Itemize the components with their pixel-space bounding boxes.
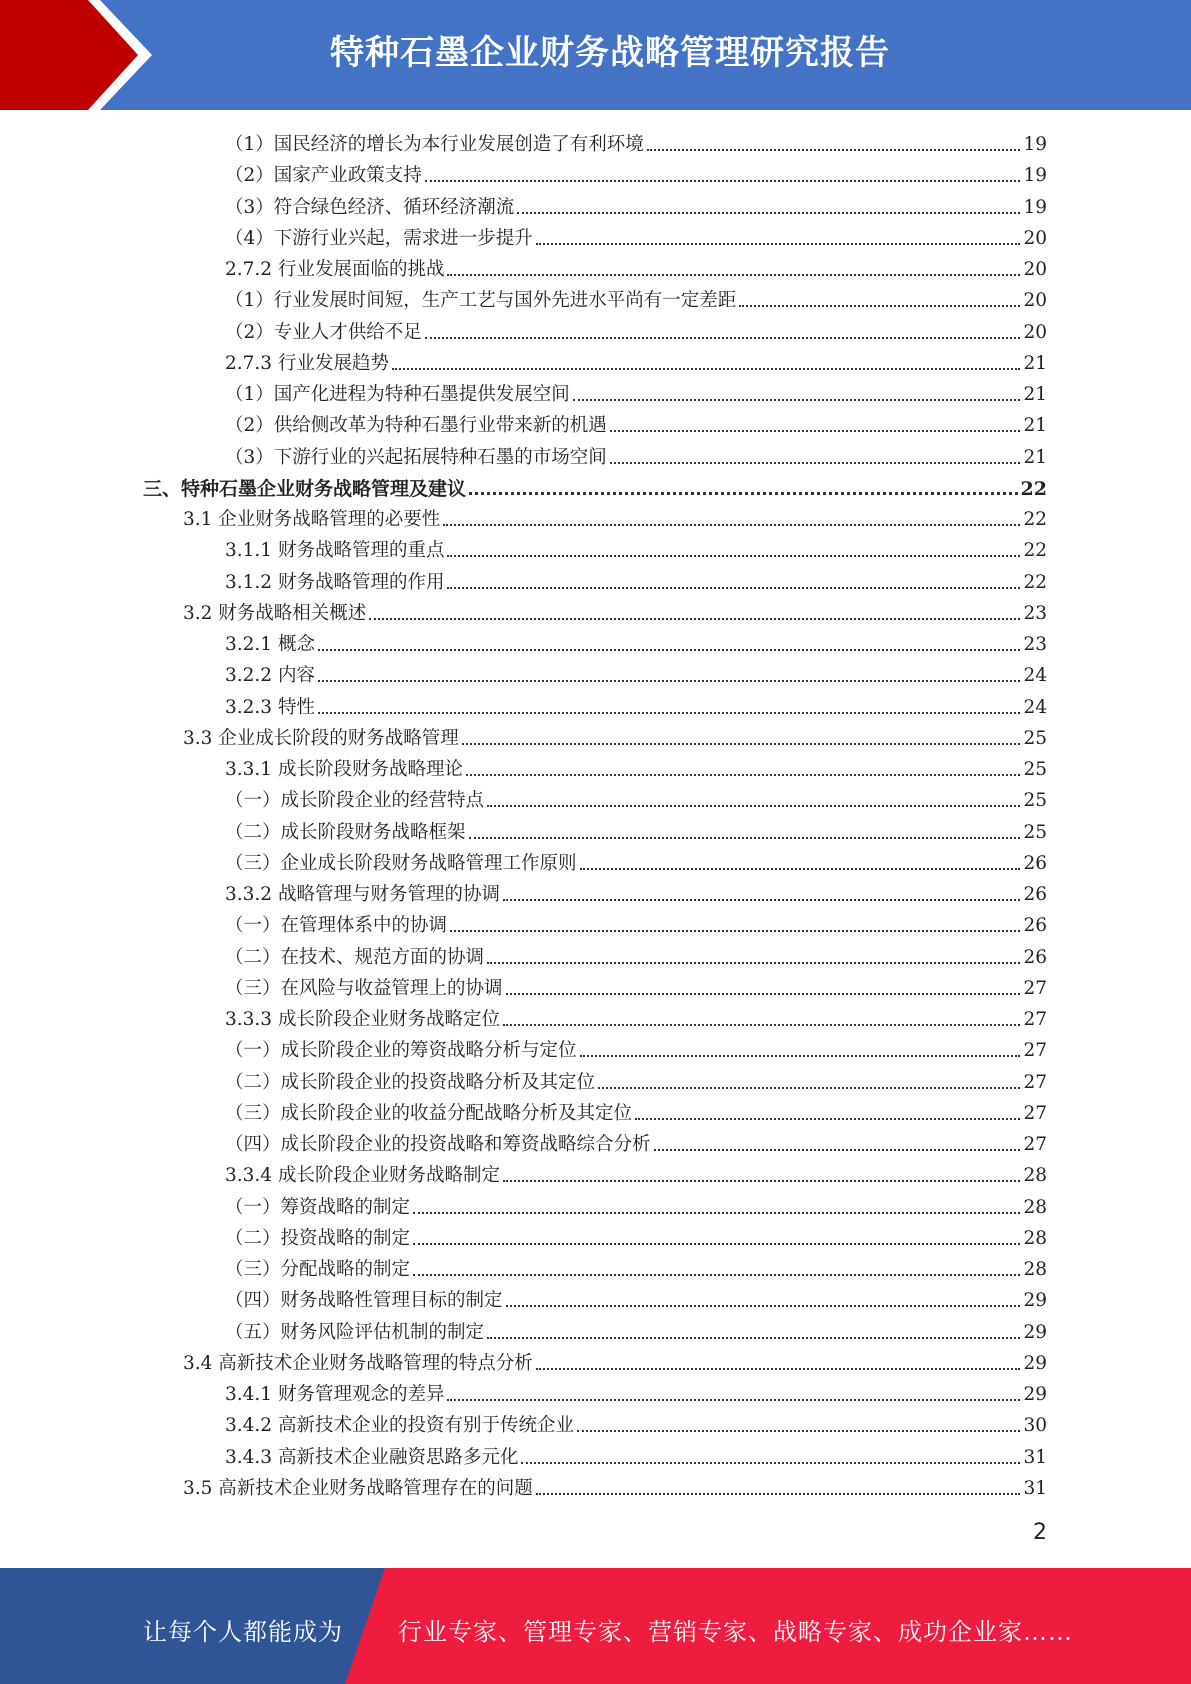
toc-entry-page: 24 xyxy=(1023,665,1047,687)
toc-dot-leader xyxy=(580,868,1021,870)
toc-dot-leader xyxy=(487,962,1020,964)
toc-entry-page: 21 xyxy=(1023,384,1047,405)
toc-entry-page: 25 xyxy=(1023,821,1047,843)
toc-entry[interactable] xyxy=(225,127,1047,158)
toc-entry[interactable] xyxy=(225,846,1047,877)
toc-entry[interactable] xyxy=(143,471,1047,502)
toc-entry-label: 3.2.2 内容 xyxy=(225,665,315,687)
page-number: 2 xyxy=(1033,1520,1047,1545)
toc-dot-leader xyxy=(318,712,1021,714)
toc-dot-leader xyxy=(577,1430,1020,1432)
toc-entry-label: （4）下游行业兴起，需求进一步提升 xyxy=(225,227,533,249)
toc-entry-label: （四）成长阶段企业的投资战略和筹资战略综合分析 xyxy=(225,1134,651,1155)
toc-dot-leader xyxy=(521,1462,1020,1464)
toc-entry[interactable] xyxy=(225,346,1047,377)
toc-entry-page: 25 xyxy=(1023,790,1047,812)
toc-dot-leader xyxy=(450,930,1020,932)
toc-entry[interactable] xyxy=(183,1471,1047,1502)
toc-entry-page: 21 xyxy=(1023,446,1047,468)
toc-dot-leader xyxy=(447,1399,1020,1401)
toc-entry[interactable] xyxy=(225,1190,1047,1221)
toc-dot-leader xyxy=(425,337,1021,339)
toc-dot-leader xyxy=(466,774,1020,776)
toc-entry[interactable] xyxy=(225,658,1047,689)
toc-dot-leader xyxy=(413,1274,1020,1276)
toc-entry[interactable] xyxy=(225,377,1047,408)
toc-entry-label: （1）行业发展时间短，生产工艺与国外先进水平尚有一定差距 xyxy=(225,290,737,312)
toc-entry-page: 26 xyxy=(1023,915,1047,937)
toc-entry-page: 27 xyxy=(1023,1040,1047,1062)
toc-entry[interactable] xyxy=(225,283,1047,314)
toc-entry-label: （三）企业成长阶段财务战略管理工作原则 xyxy=(225,852,577,874)
toc-entry[interactable] xyxy=(225,940,1047,971)
toc-entry-label: （二）投资战略的制定 xyxy=(225,1227,411,1249)
toc-entry-page: 25 xyxy=(1023,759,1047,780)
toc-entry-label: 3.4 高新技术企业财务战略管理的特点分析 xyxy=(183,1352,533,1374)
toc-entry-page: 28 xyxy=(1023,1227,1047,1249)
toc-entry-page: 27 xyxy=(1023,977,1047,999)
header-banner xyxy=(0,0,1191,110)
toc-entry[interactable] xyxy=(225,1440,1047,1471)
toc-entry[interactable] xyxy=(225,1283,1047,1314)
toc-entry-page: 28 xyxy=(1023,1165,1047,1187)
toc-entry[interactable] xyxy=(225,971,1047,1002)
toc-entry-page: 23 xyxy=(1023,634,1047,655)
toc-entry-label: 3.4.2 高新技术企业的投资有别于传统企业 xyxy=(225,1415,574,1437)
toc-entry-page: 20 xyxy=(1023,290,1047,312)
toc-dot-leader xyxy=(503,1024,1020,1026)
toc-entry-page: 27 xyxy=(1023,1102,1047,1124)
toc-dot-leader xyxy=(447,587,1020,589)
toc-entry-label: （2）专业人才供给不足 xyxy=(225,321,422,343)
toc-entry-page: 22 xyxy=(1023,509,1047,530)
toc-entry-page: 31 xyxy=(1023,1477,1047,1499)
toc-entry-label: 3.3.2 战略管理与财务管理的协调 xyxy=(225,884,500,905)
toc-entry-label: （1）国产化进程为特种石墨提供发展空间 xyxy=(225,384,570,405)
toc-entry-label: （二）成长阶段企业的投资战略分析及其定位 xyxy=(225,1071,596,1093)
header-red-chevron-shape xyxy=(0,0,138,110)
toc-entry[interactable] xyxy=(225,221,1047,252)
toc-entry-label: 3.5 高新技术企业财务战略管理存在的问题 xyxy=(183,1477,533,1499)
toc-entry-label: （四）财务战略性管理目标的制定 xyxy=(225,1290,503,1312)
toc-dot-leader xyxy=(739,305,1020,307)
toc-entry-page: 20 xyxy=(1023,259,1047,280)
toc-entry-label: （一）成长阶段企业的经营特点 xyxy=(225,790,485,812)
toc-entry-label: 3.3.3 成长阶段企业财务战略定位 xyxy=(225,1009,500,1030)
toc-entry-label: （2）供给侧改革为特种石墨行业带来新的机遇 xyxy=(225,415,607,437)
toc-entry-page: 22 xyxy=(1023,540,1047,562)
toc-entry-page: 29 xyxy=(1023,1321,1047,1343)
toc-dot-leader xyxy=(654,1149,1021,1151)
toc-entry-label: 3.4.3 高新技术企业融资思路多元化 xyxy=(225,1446,519,1468)
toc-entry-label: （一）筹资战略的制定 xyxy=(225,1196,411,1218)
toc-entry[interactable] xyxy=(225,908,1047,939)
toc-entry-page: 20 xyxy=(1023,321,1047,343)
toc-dot-leader xyxy=(447,274,1020,276)
toc-entry-label: 3.3 企业成长阶段的财务战略管理 xyxy=(183,727,459,749)
toc-dot-leader xyxy=(610,462,1021,464)
toc-entry-page: 30 xyxy=(1023,1415,1047,1437)
toc-dot-leader xyxy=(462,743,1021,745)
footer-slogan-left: 让每个人都能成为 xyxy=(143,1618,343,1646)
toc-dot-leader xyxy=(487,1337,1020,1339)
toc-entry-label: （3）符合绿色经济、循环经济潮流 xyxy=(225,196,515,218)
toc-entry-label: 三、特种石墨企业财务战略管理及建议 xyxy=(143,477,467,500)
toc-entry-label: （二）成长阶段财务战略框架 xyxy=(225,821,466,843)
toc-entry[interactable] xyxy=(225,565,1047,596)
toc-entry-label: 3.3.1 成长阶段财务战略理论 xyxy=(225,759,463,780)
toc-entry-label: （1）国民经济的增长为本行业发展创造了有利环境 xyxy=(225,134,644,155)
toc-entry-label: 3.2.1 概念 xyxy=(225,634,315,655)
toc-dot-leader xyxy=(469,492,1018,495)
toc-dot-leader xyxy=(413,1243,1020,1245)
toc-entry-label: （三）成长阶段企业的收益分配战略分析及其定位 xyxy=(225,1102,633,1124)
toc-entry-label: （一）在管理体系中的协调 xyxy=(225,915,448,937)
toc-entry-page: 27 xyxy=(1023,1134,1047,1155)
toc-dot-leader xyxy=(503,1180,1020,1182)
toc-entry[interactable] xyxy=(225,1408,1047,1439)
toc-dot-leader xyxy=(506,1305,1021,1307)
toc-entry-page: 22 xyxy=(1023,571,1047,593)
toc-entry[interactable] xyxy=(225,440,1047,471)
toc-entry-label: （五）财务风险评估机制的制定 xyxy=(225,1321,485,1343)
toc-entry[interactable] xyxy=(225,190,1047,221)
toc-entry-page: 19 xyxy=(1023,165,1047,187)
toc-entry[interactable] xyxy=(225,783,1047,814)
toc-entry-label: 3.2.3 特性 xyxy=(225,696,315,718)
toc-entry-label: （三）分配战略的制定 xyxy=(225,1259,411,1280)
toc-entry[interactable] xyxy=(225,533,1047,564)
toc-entry[interactable] xyxy=(225,1002,1047,1033)
toc-entry-page: 29 xyxy=(1023,1290,1047,1312)
toc-dot-leader xyxy=(369,618,1020,620)
toc-entry-page: 31 xyxy=(1023,1446,1047,1468)
toc-entry[interactable] xyxy=(225,1096,1047,1127)
toc-entry[interactable] xyxy=(225,1252,1047,1283)
toc-entry[interactable] xyxy=(225,1158,1047,1189)
toc-entry[interactable] xyxy=(183,502,1047,533)
toc-dot-leader xyxy=(318,649,1021,651)
toc-entry[interactable] xyxy=(225,1127,1047,1158)
toc-entry-label: 3.2 财务战略相关概述 xyxy=(183,602,367,624)
document-title: 特种石墨企业财务战略管理研究报告 xyxy=(330,33,890,73)
toc-entry-page: 28 xyxy=(1023,1259,1047,1280)
toc-entry-label: 3.1.2 财务战略管理的作用 xyxy=(225,571,445,593)
toc-entry-page: 26 xyxy=(1023,884,1047,905)
toc-entry-label: （3）下游行业的兴起拓展特种石墨的市场空间 xyxy=(225,446,607,468)
toc-dot-leader xyxy=(536,243,1021,245)
toc-entry[interactable] xyxy=(183,596,1047,627)
toc-dot-leader xyxy=(536,1368,1021,1370)
toc-dot-leader xyxy=(318,680,1021,682)
toc-entry-page: 29 xyxy=(1023,1384,1047,1405)
toc-entry-label: 3.4.1 财务管理观念的差异 xyxy=(225,1384,445,1405)
toc-entry-label: 3.1.1 财务战略管理的重点 xyxy=(225,540,445,562)
toc-dot-leader xyxy=(443,524,1020,526)
toc-entry[interactable] xyxy=(225,815,1047,846)
toc-entry[interactable] xyxy=(225,158,1047,189)
toc-dot-leader xyxy=(536,1493,1021,1495)
toc-entry[interactable] xyxy=(225,315,1047,346)
toc-entry[interactable] xyxy=(225,408,1047,439)
toc-entry[interactable] xyxy=(225,1221,1047,1252)
toc-dot-leader xyxy=(503,899,1020,901)
toc-entry-page: 28 xyxy=(1023,1196,1047,1218)
toc-dot-leader xyxy=(598,1087,1020,1089)
toc-entry-label: 2.7.2 行业发展面临的挑战 xyxy=(225,259,445,280)
toc-entry-page: 26 xyxy=(1023,946,1047,968)
toc-dot-leader xyxy=(425,180,1021,182)
toc-dot-leader xyxy=(573,399,1021,401)
toc-entry-label: 3.1 企业财务战略管理的必要性 xyxy=(183,509,441,530)
toc-entry[interactable] xyxy=(225,877,1047,908)
toc-entry-page: 29 xyxy=(1023,1352,1047,1374)
toc-entry-page: 26 xyxy=(1023,852,1047,874)
toc-entry-page: 21 xyxy=(1023,415,1047,437)
toc-entry[interactable] xyxy=(183,721,1047,752)
toc-entry[interactable] xyxy=(225,1065,1047,1096)
toc-entry-page: 21 xyxy=(1023,352,1047,374)
toc-entry-page: 27 xyxy=(1023,1009,1047,1030)
toc-dot-leader xyxy=(647,149,1021,151)
toc-dot-leader xyxy=(635,1118,1020,1120)
toc-entry-label: 2.7.3 行业发展趋势 xyxy=(225,352,389,374)
toc-dot-leader xyxy=(610,430,1021,432)
toc-entry[interactable] xyxy=(225,690,1047,721)
footer-slogan-right: 行业专家、管理专家、营销专家、战略专家、成功企业家…… xyxy=(398,1618,1073,1646)
toc-dot-leader xyxy=(447,555,1020,557)
toc-entry-label: （2）国家产业政策支持 xyxy=(225,165,422,187)
toc-dot-leader xyxy=(487,805,1020,807)
toc-entry-page: 23 xyxy=(1023,602,1047,624)
toc-entry[interactable] xyxy=(225,627,1047,658)
toc-entry-page: 24 xyxy=(1023,696,1047,718)
toc-entry-page: 22 xyxy=(1020,477,1047,500)
toc-entry[interactable] xyxy=(225,1033,1047,1064)
toc-dot-leader xyxy=(506,993,1021,995)
toc-entry[interactable] xyxy=(225,752,1047,783)
toc-entry-label: （二）在技术、规范方面的协调 xyxy=(225,946,485,968)
toc-dot-leader xyxy=(517,212,1020,214)
toc-entry-page: 19 xyxy=(1023,134,1047,155)
toc-entry[interactable] xyxy=(225,1377,1047,1408)
toc-dot-leader xyxy=(580,1055,1021,1057)
toc-entry-label: （三）在风险与收益管理上的协调 xyxy=(225,977,503,999)
toc-entry-page: 25 xyxy=(1023,727,1047,749)
toc-entry-page: 20 xyxy=(1023,227,1047,249)
toc-entry-page: 27 xyxy=(1023,1071,1047,1093)
toc-entry-label: 3.3.4 成长阶段企业财务战略制定 xyxy=(225,1165,500,1187)
toc-entry-page: 19 xyxy=(1023,196,1047,218)
toc-entry-label: （一）成长阶段企业的筹资战略分析与定位 xyxy=(225,1040,577,1062)
toc-entry[interactable] xyxy=(225,1315,1047,1346)
toc-dot-leader xyxy=(392,368,1020,370)
toc-dot-leader xyxy=(413,1212,1020,1214)
toc-dot-leader xyxy=(469,837,1021,839)
toc-entry[interactable] xyxy=(225,252,1047,283)
toc-entry[interactable] xyxy=(183,1346,1047,1377)
